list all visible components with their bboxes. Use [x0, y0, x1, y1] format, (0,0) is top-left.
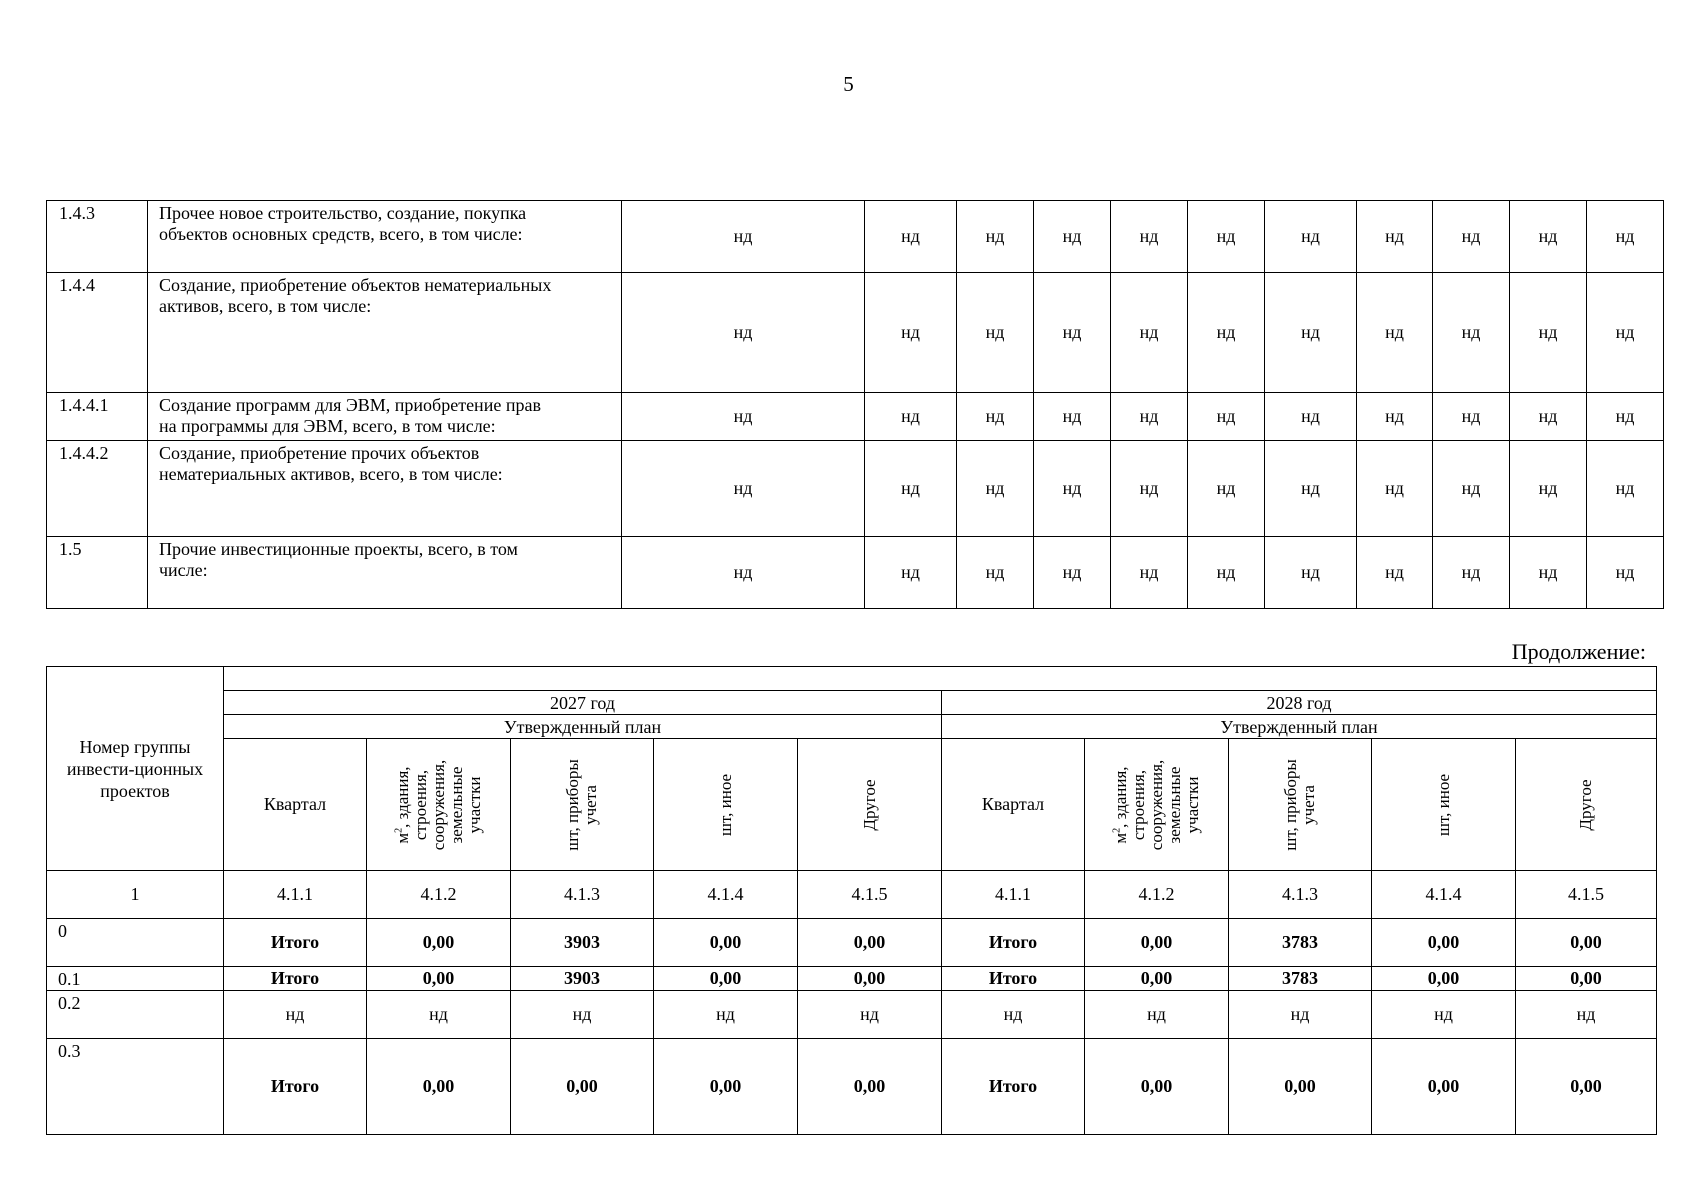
- value-cell: нд: [957, 537, 1034, 609]
- m2-header-part: , здания,: [1110, 765, 1130, 828]
- sht-other-column-header: [654, 739, 798, 871]
- sht-devices-column-header: [511, 739, 654, 871]
- value-cell: Итого: [942, 919, 1085, 967]
- m2-header-line: [394, 746, 412, 864]
- value-cell: нд: [1111, 441, 1188, 537]
- row-code: 1.5: [47, 537, 148, 609]
- value-cell: нд: [1357, 393, 1433, 441]
- value-cell: нд: [1433, 441, 1510, 537]
- value-cell: 3903: [511, 967, 654, 991]
- sht-devices-line: шт, приборы: [563, 758, 582, 851]
- column-number-cell: 4.1.1: [942, 871, 1085, 919]
- sht-devices-column-header: [1229, 739, 1372, 871]
- m2-header-line: сооружения,: [428, 759, 448, 850]
- value-cell: нд: [1188, 273, 1265, 393]
- sht-other-column-header: [1372, 739, 1516, 871]
- row-description: [148, 273, 622, 393]
- value-cell: нд: [1587, 393, 1664, 441]
- value-cell: нд: [1265, 537, 1357, 609]
- group-code: 0: [47, 919, 224, 967]
- value-cell: 0,00: [654, 919, 798, 967]
- m2-header-line: сооружения,: [1146, 759, 1166, 850]
- value-cell: 0,00: [367, 919, 511, 967]
- value-cell: 0,00: [1085, 967, 1229, 991]
- description-line: Прочие инвестиционные проекты, всего, в том: [159, 539, 518, 559]
- description-line: нематериальных активов, всего, в том числе:: [159, 464, 503, 484]
- table-row: [47, 273, 1664, 393]
- investment-table-top: [46, 200, 1664, 609]
- value-cell: 0,00: [1372, 919, 1516, 967]
- value-cell: нд: [1357, 441, 1433, 537]
- value-cell: 0,00: [367, 967, 511, 991]
- other-column-header: [798, 739, 942, 871]
- description-line: Создание программ для ЭВМ, приобретение прав: [159, 395, 541, 415]
- value-cell: нд: [1085, 991, 1229, 1039]
- value-cell: нд: [1265, 441, 1357, 537]
- value-cell: нд: [1510, 441, 1587, 537]
- group-header-line: проектов: [100, 780, 170, 801]
- group-code: 0.1: [47, 967, 224, 991]
- value-cell: нд: [1111, 273, 1188, 393]
- group-number-header: [47, 667, 224, 871]
- value-cell: нд: [511, 991, 654, 1039]
- value-cell: нд: [1433, 393, 1510, 441]
- row-description: [148, 393, 622, 441]
- value-cell: нд: [1587, 537, 1664, 609]
- value-cell: нд: [1034, 537, 1111, 609]
- row-code: 1.4.4.1: [47, 393, 148, 441]
- value-cell: нд: [1188, 393, 1265, 441]
- group-header-line: инвести-ционных: [66, 758, 204, 779]
- value-cell: нд: [367, 991, 511, 1039]
- column-number-cell: 4.1.2: [1085, 871, 1229, 919]
- table-row: [47, 201, 1664, 273]
- description-line: Создание, приобретение объектов нематериальных: [159, 275, 552, 295]
- investment-table-continuation: [46, 666, 1657, 1135]
- value-cell: нд: [1034, 393, 1111, 441]
- column-number-cell: 4.1.5: [1516, 871, 1657, 919]
- value-cell: нд: [1433, 537, 1510, 609]
- value-cell: 0,00: [798, 1039, 942, 1135]
- value-cell: Итого: [942, 967, 1085, 991]
- value-cell: 3783: [1229, 919, 1372, 967]
- table-row: [47, 441, 1664, 537]
- value-cell: нд: [1111, 201, 1188, 273]
- description-line: числе:: [159, 560, 208, 580]
- value-cell: нд: [1034, 273, 1111, 393]
- row-description: [148, 537, 622, 609]
- value-cell: нд: [1229, 991, 1372, 1039]
- value-cell: нд: [1510, 201, 1587, 273]
- value-cell: 0,00: [1372, 1039, 1516, 1135]
- m2-header-line: участки: [1182, 776, 1202, 833]
- value-cell: нд: [1433, 273, 1510, 393]
- value-cell: 0,00: [654, 967, 798, 991]
- group-code: 0.3: [47, 1039, 224, 1135]
- value-cell: нд: [1357, 537, 1433, 609]
- value-cell: нд: [798, 991, 942, 1039]
- value-cell: нд: [1188, 441, 1265, 537]
- value-cell: нд: [1357, 201, 1433, 273]
- value-cell: 0,00: [1085, 919, 1229, 967]
- value-cell: нд: [957, 201, 1034, 273]
- m2-header-line: строения,: [410, 769, 430, 840]
- value-cell: нд: [654, 991, 798, 1039]
- sht-devices-header-text: [564, 746, 600, 864]
- value-cell: 0,00: [1516, 1039, 1657, 1135]
- m2-column-header: [1085, 739, 1229, 871]
- value-cell: Итого: [224, 1039, 367, 1135]
- value-cell: нд: [865, 537, 957, 609]
- header-blank-cell: [224, 667, 1657, 691]
- kvartal-header: Квартал: [942, 739, 1085, 871]
- group-code: 0.2: [47, 991, 224, 1039]
- value-cell: нд: [865, 393, 957, 441]
- year-2028-header: 2028 год: [942, 691, 1657, 715]
- value-cell: нд: [1510, 393, 1587, 441]
- sht-other-header-text: шт, иное: [715, 773, 735, 836]
- m2-header-text: [394, 746, 484, 864]
- other-header-text: Другое: [1576, 778, 1596, 831]
- value-cell: нд: [1357, 273, 1433, 393]
- m2-unit: м: [392, 832, 412, 844]
- table-row: [47, 919, 1657, 967]
- row-code: 1.4.3: [47, 201, 148, 273]
- table-row: [47, 991, 1657, 1039]
- m2-superscript: 2: [1110, 827, 1122, 833]
- value-cell: нд: [865, 201, 957, 273]
- value-cell: нд: [957, 273, 1034, 393]
- header-row-blank: [47, 667, 1657, 691]
- value-cell: 0,00: [654, 1039, 798, 1135]
- value-cell: 0,00: [798, 919, 942, 967]
- year-2027-header: 2027 год: [224, 691, 942, 715]
- group-header-line: Номер группы: [79, 736, 191, 757]
- value-cell: нд: [1516, 991, 1657, 1039]
- value-cell: нд: [1587, 273, 1664, 393]
- m2-header-line: земельные: [1164, 766, 1184, 843]
- table-row: [47, 1039, 1657, 1135]
- description-line: Прочее новое строительство, создание, покупка: [159, 203, 527, 223]
- table-row: [47, 537, 1664, 609]
- table-row: [47, 393, 1664, 441]
- column-number-cell: 4.1.5: [798, 871, 942, 919]
- value-cell: Итого: [224, 919, 367, 967]
- value-cell: 0,00: [1372, 967, 1516, 991]
- value-cell: 0,00: [1516, 967, 1657, 991]
- row-description: [148, 441, 622, 537]
- value-cell: нд: [622, 393, 865, 441]
- value-cell: нд: [622, 201, 865, 273]
- m2-header-part: , здания,: [392, 765, 412, 828]
- column-number-cell: 4.1.4: [654, 871, 798, 919]
- value-cell: нд: [1188, 201, 1265, 273]
- value-cell: нд: [1587, 201, 1664, 273]
- value-cell: 3903: [511, 919, 654, 967]
- continuation-label: Продолжение:: [1511, 639, 1646, 664]
- column-number-row: [47, 871, 1657, 919]
- m2-column-header: [367, 739, 511, 871]
- m2-header-line: земельные: [446, 766, 466, 843]
- column-number-cell: 4.1.3: [1229, 871, 1372, 919]
- m2-header-line: строения,: [1128, 769, 1148, 840]
- value-cell: нд: [957, 393, 1034, 441]
- value-cell: Итого: [942, 1039, 1085, 1135]
- row-code: 1.4.4.2: [47, 441, 148, 537]
- value-cell: нд: [942, 991, 1085, 1039]
- sht-other-header-text: шт, иное: [1433, 773, 1453, 836]
- description-line: объектов основных средств, всего, в том числе:: [159, 224, 523, 244]
- value-cell: нд: [1510, 273, 1587, 393]
- sht-devices-line: шт, приборы: [1281, 758, 1300, 851]
- value-cell: нд: [1111, 537, 1188, 609]
- description-line: на программы для ЭВМ, всего, в том числе:: [159, 416, 496, 436]
- other-column-header: [1516, 739, 1657, 871]
- column-number-cell: 4.1.1: [224, 871, 367, 919]
- kvartal-header: Квартал: [224, 739, 367, 871]
- value-cell: 0,00: [1229, 1039, 1372, 1135]
- column-number-cell: 4.1.4: [1372, 871, 1516, 919]
- sht-devices-line: учета: [1299, 784, 1318, 825]
- column-number-cell: 1: [47, 871, 224, 919]
- value-cell: нд: [1034, 441, 1111, 537]
- value-cell: 0,00: [798, 967, 942, 991]
- row-description: [148, 201, 622, 273]
- row-code: 1.4.4: [47, 273, 148, 393]
- value-cell: нд: [1111, 393, 1188, 441]
- m2-header-text: [1112, 746, 1202, 864]
- value-cell: нд: [622, 537, 865, 609]
- column-number-cell: 4.1.2: [367, 871, 511, 919]
- value-cell: нд: [865, 441, 957, 537]
- other-header-text: Другое: [859, 778, 879, 831]
- value-cell: нд: [622, 441, 865, 537]
- description-line: Создание, приобретение прочих объектов: [159, 443, 480, 463]
- column-number-cell: 4.1.3: [511, 871, 654, 919]
- value-cell: нд: [1433, 201, 1510, 273]
- header-row-plan: [47, 715, 1657, 739]
- value-cell: нд: [224, 991, 367, 1039]
- value-cell: 0,00: [1085, 1039, 1229, 1135]
- m2-header-line: участки: [464, 776, 484, 833]
- header-row-years: [47, 691, 1657, 715]
- value-cell: нд: [1188, 537, 1265, 609]
- value-cell: нд: [957, 441, 1034, 537]
- m2-superscript: 2: [392, 827, 404, 833]
- sht-devices-line: учета: [581, 784, 600, 825]
- value-cell: нд: [1587, 441, 1664, 537]
- value-cell: нд: [1265, 393, 1357, 441]
- plan-header-2027: Утвержденный план: [224, 715, 942, 739]
- value-cell: 0,00: [367, 1039, 511, 1135]
- value-cell: 0,00: [1516, 919, 1657, 967]
- plan-header-2028: Утвержденный план: [942, 715, 1657, 739]
- table-row: [47, 967, 1657, 991]
- m2-header-line: [1112, 746, 1130, 864]
- value-cell: 0,00: [511, 1039, 654, 1135]
- description-line: активов, всего, в том числе:: [159, 296, 372, 316]
- value-cell: нд: [865, 273, 957, 393]
- page-number: 5: [843, 72, 854, 96]
- value-cell: Итого: [224, 967, 367, 991]
- m2-unit: м: [1110, 832, 1130, 844]
- value-cell: нд: [1372, 991, 1516, 1039]
- value-cell: нд: [622, 273, 865, 393]
- header-row-columns: [47, 739, 1657, 871]
- value-cell: нд: [1265, 201, 1357, 273]
- sht-devices-header-text: [1282, 746, 1318, 864]
- value-cell: нд: [1510, 537, 1587, 609]
- value-cell: нд: [1034, 201, 1111, 273]
- value-cell: 3783: [1229, 967, 1372, 991]
- value-cell: нд: [1265, 273, 1357, 393]
